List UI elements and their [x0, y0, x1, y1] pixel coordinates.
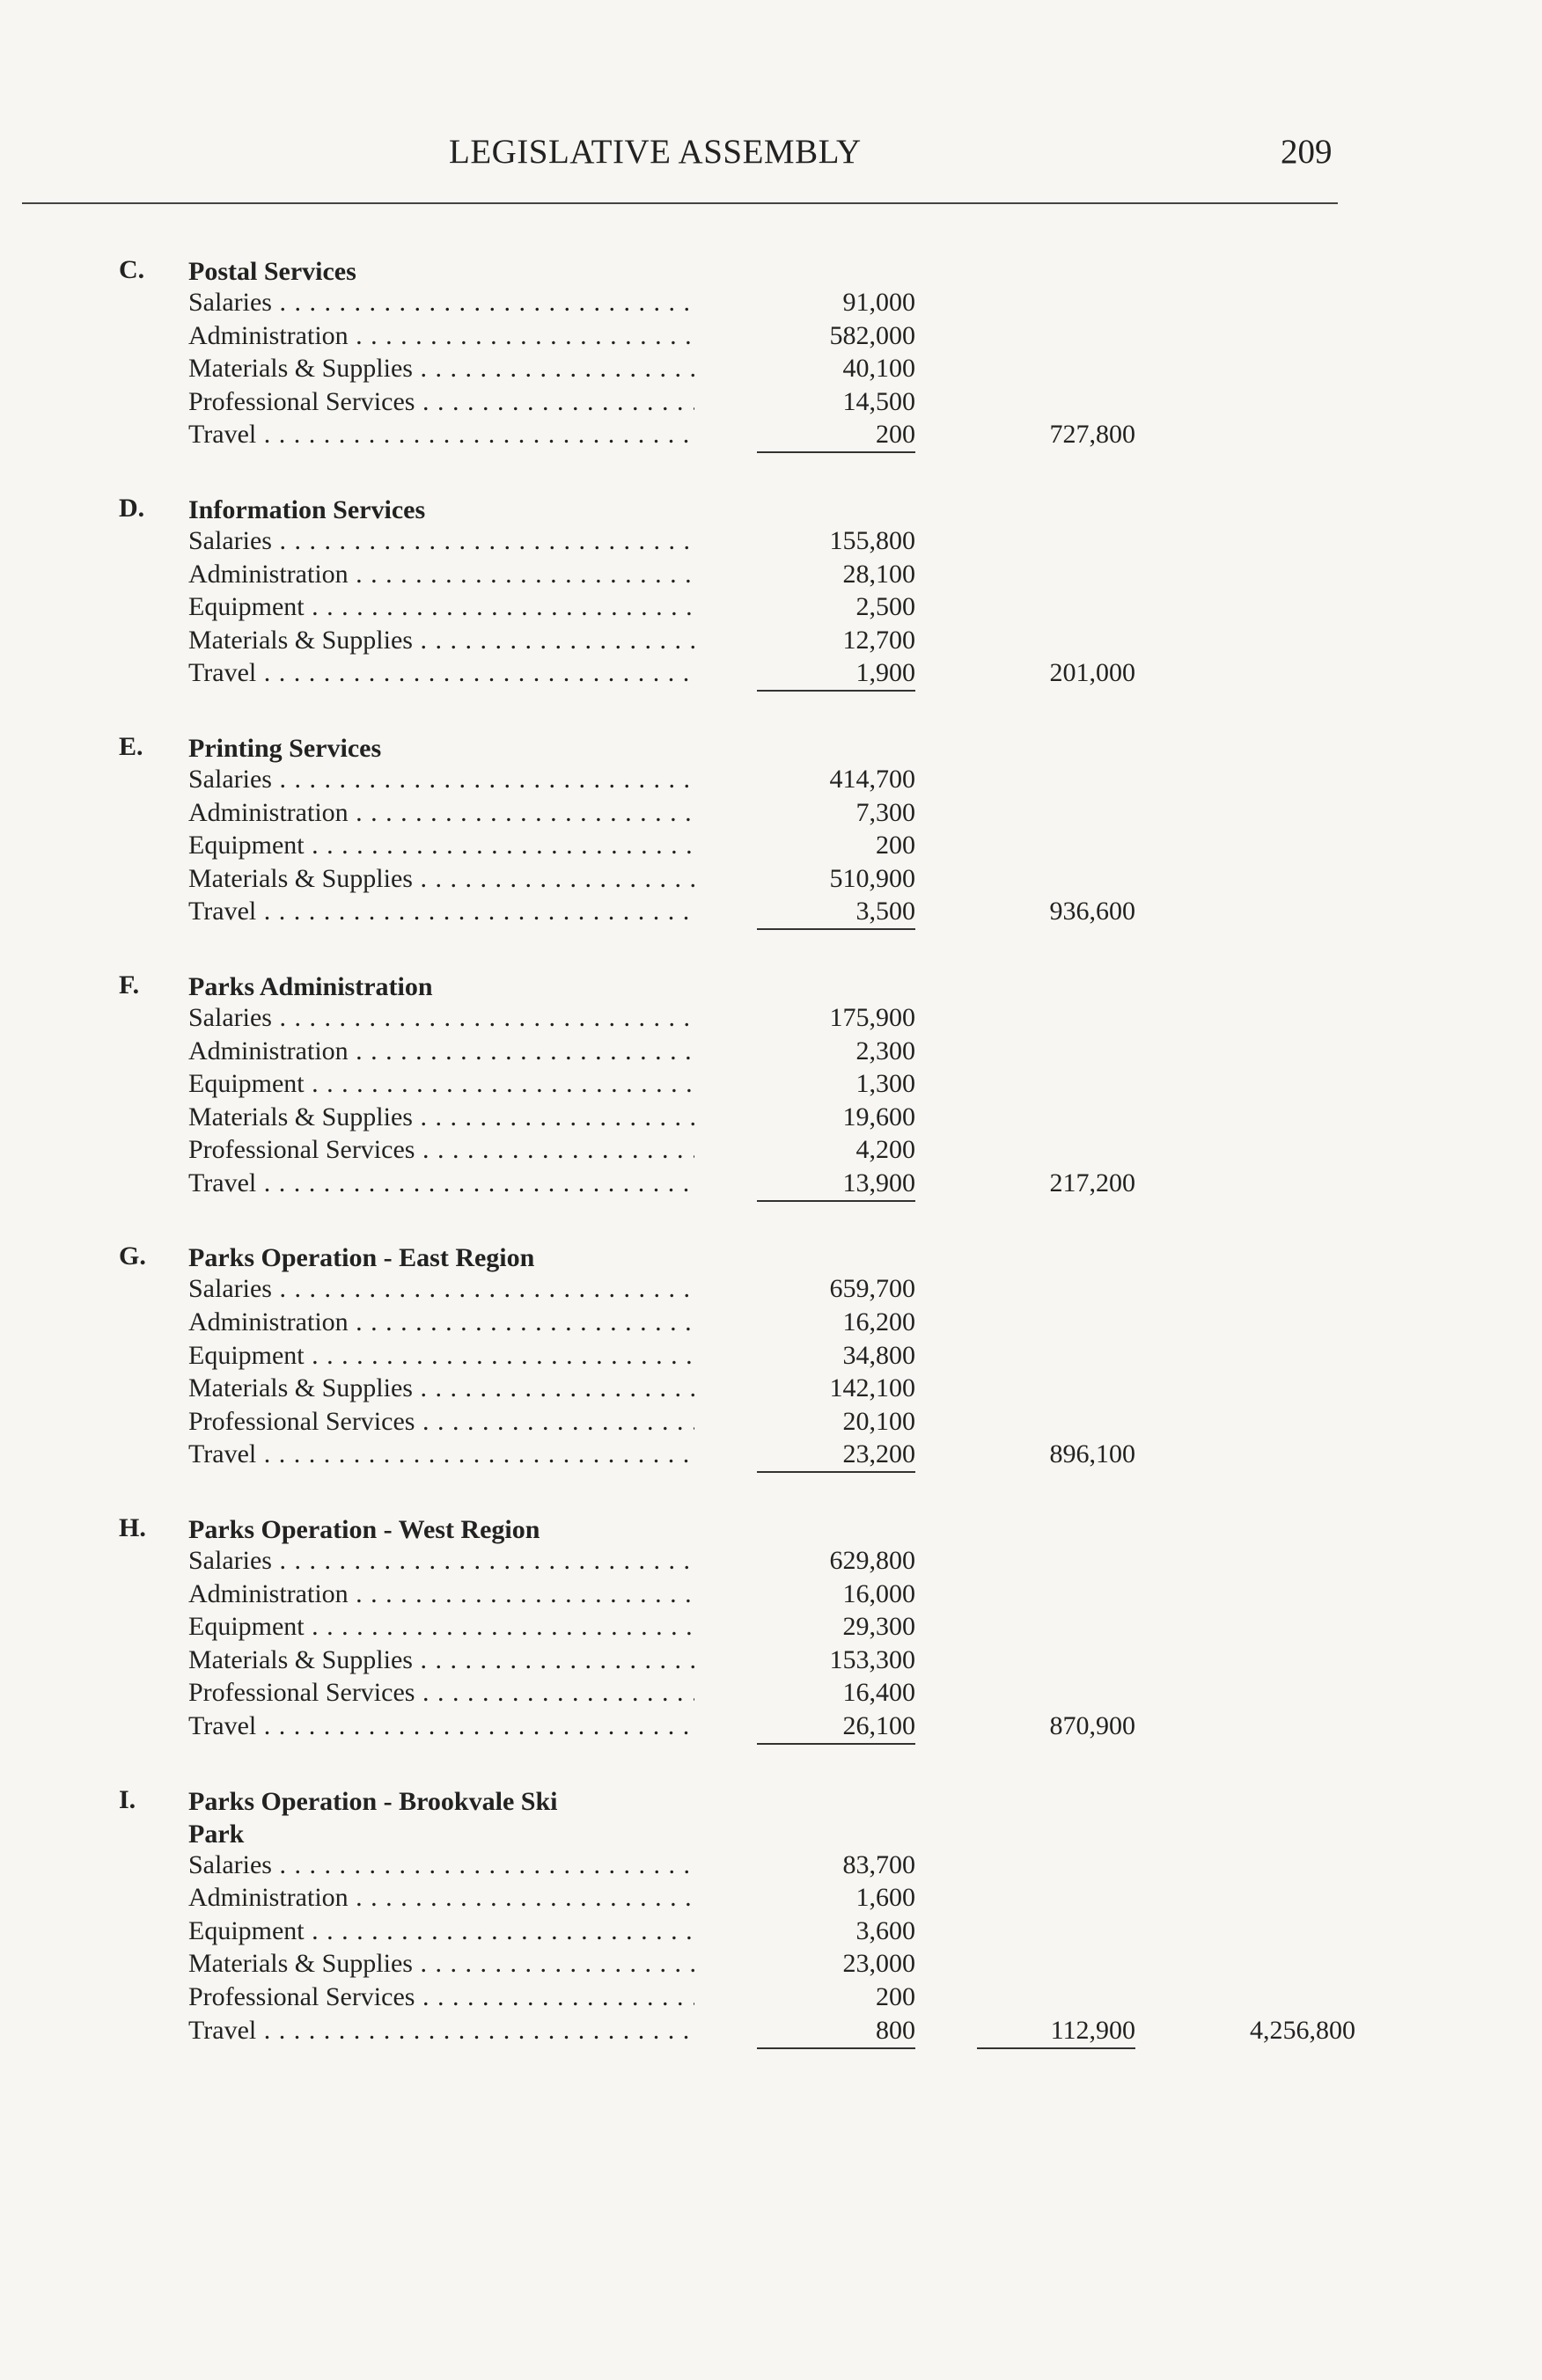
line-item: [0, 864, 1542, 897]
line-item: [0, 321, 1542, 355]
section-total: 896,100: [1049, 1439, 1135, 1469]
line-item-amount: 200: [876, 1981, 915, 2011]
line-item-label: Administration . . .: [188, 1883, 694, 1913]
line-item-amount: 200: [876, 831, 915, 860]
line-item-amount: 34,800: [842, 1340, 915, 1370]
line-item-label: Equipment . . .: [188, 1069, 694, 1099]
budget-section: [0, 255, 1542, 453]
section-heading: [0, 1785, 1542, 1850]
line-item-amount: 23,000: [842, 1949, 915, 1979]
line-item-label: Salaries . . .: [188, 1274, 694, 1304]
line-item-amount: 200: [757, 420, 915, 453]
section-total: 201,000: [1049, 658, 1135, 688]
line-item-label: Materials & Supplies . . .: [188, 1949, 694, 1979]
line-item-amount: 20,100: [842, 1406, 915, 1436]
line-item: [0, 1168, 1542, 1202]
line-item-label: Materials & Supplies . . .: [188, 1102, 694, 1132]
line-item-amount: 2,300: [855, 1036, 915, 1066]
line-item-amount: 659,700: [829, 1274, 915, 1304]
section-title: Printing Services: [188, 733, 382, 763]
line-item: [0, 2016, 1542, 2049]
line-item-label: Salaries . . .: [188, 1850, 694, 1880]
line-item-label: Materials & Supplies . . .: [188, 1645, 694, 1675]
section-letter: G.: [119, 1241, 146, 1271]
line-item-amount: 155,800: [829, 525, 915, 555]
section-total: 936,600: [1049, 897, 1135, 926]
line-item-amount: 13,900: [757, 1168, 915, 1202]
line-item-label: Professional Services . . .: [188, 1982, 694, 2012]
line-item: [0, 1373, 1542, 1407]
line-item: [0, 897, 1542, 930]
line-item: [0, 1678, 1542, 1711]
line-item: [0, 658, 1542, 692]
line-item-label: Materials & Supplies . . .: [188, 1373, 694, 1403]
section-title: Parks Operation - Brookvale Ski Park: [188, 1786, 558, 1849]
line-item: [0, 765, 1542, 798]
line-item-amount: 142,100: [829, 1373, 915, 1403]
line-item-label: Professional Services . . .: [188, 387, 694, 417]
section-heading: [0, 1241, 1542, 1274]
line-item-label: Equipment . . .: [188, 1612, 694, 1642]
line-item-amount: 23,200: [757, 1439, 915, 1473]
budget-section: [0, 494, 1542, 692]
line-item: [0, 1645, 1542, 1679]
budget-section: [0, 1241, 1542, 1473]
line-item-amount: 83,700: [842, 1849, 915, 1879]
line-item-amount: 16,000: [842, 1578, 915, 1608]
budget-section: [0, 1513, 1542, 1745]
line-item-label: Materials & Supplies . . .: [188, 864, 694, 894]
line-item-amount: 16,400: [842, 1678, 915, 1708]
line-item-amount: 19,600: [842, 1102, 915, 1131]
line-item: [0, 798, 1542, 831]
line-item-amount: 800: [757, 2016, 915, 2049]
line-item-label: Materials & Supplies . . .: [188, 626, 694, 655]
section-letter: E.: [119, 731, 143, 761]
budget-section: [0, 970, 1542, 1202]
line-item: [0, 1883, 1542, 1916]
line-item-amount: 3,600: [855, 1915, 915, 1945]
line-item-label: Professional Services . . .: [188, 1407, 694, 1437]
line-item-label: Salaries . . .: [188, 526, 694, 556]
section-title: Postal Services: [188, 257, 356, 286]
line-item-amount: 12,700: [842, 625, 915, 655]
line-item-amount: 26,100: [757, 1711, 915, 1745]
line-item-label: Travel . . .: [188, 1711, 694, 1741]
section-letter: F.: [119, 970, 140, 1000]
line-item-label: Salaries . . .: [188, 1546, 694, 1576]
section-heading: [0, 494, 1542, 526]
line-item: [0, 626, 1542, 659]
page-number: 209: [1281, 133, 1333, 171]
line-item-label: Salaries . . .: [188, 288, 694, 318]
line-item-label: Equipment . . .: [188, 1916, 694, 1946]
line-item: [0, 1135, 1542, 1168]
line-item: [0, 1069, 1542, 1102]
line-item-label: Administration . . .: [188, 1307, 694, 1337]
line-item-label: Administration . . .: [188, 321, 694, 351]
line-item: [0, 1982, 1542, 2016]
section-title: Parks Operation - West Region: [188, 1515, 540, 1545]
section-total: 217,200: [1049, 1168, 1135, 1197]
line-item-label: Travel . . .: [188, 897, 694, 926]
line-item: [0, 560, 1542, 593]
line-item: [0, 526, 1542, 560]
line-item: [0, 1850, 1542, 1884]
section-total: 870,900: [1049, 1711, 1135, 1740]
line-item-amount: 28,100: [842, 559, 915, 589]
line-item-label: Travel . . .: [188, 658, 694, 688]
line-item-amount: 7,300: [855, 797, 915, 827]
page-header: [0, 132, 1542, 185]
line-item-amount: 1,300: [855, 1069, 915, 1099]
line-item-amount: 510,900: [829, 863, 915, 893]
line-item: [0, 1579, 1542, 1613]
grand-total: 4,256,800: [1250, 2015, 1355, 2045]
line-item: [0, 1949, 1542, 1982]
line-item-label: Administration . . .: [188, 560, 694, 590]
line-item: [0, 1407, 1542, 1440]
section-total: 112,900: [977, 2016, 1135, 2049]
line-item-label: Professional Services . . .: [188, 1678, 694, 1708]
line-item: [0, 420, 1542, 453]
line-item: [0, 1546, 1542, 1579]
line-item-amount: 91,000: [842, 288, 915, 317]
section-letter: I.: [119, 1784, 136, 1814]
line-item: [0, 1307, 1542, 1341]
line-item-label: Administration . . .: [188, 1036, 694, 1066]
header-rule: [22, 202, 1338, 204]
line-item-label: Travel . . .: [188, 1439, 694, 1469]
section-heading: [0, 255, 1542, 288]
section-heading: [0, 970, 1542, 1003]
line-item: [0, 592, 1542, 626]
line-item-amount: 16,200: [842, 1307, 915, 1337]
section-letter: D.: [119, 493, 145, 523]
line-item-amount: 40,100: [842, 354, 915, 384]
line-item-label: Administration . . .: [188, 1579, 694, 1609]
line-item-amount: 175,900: [829, 1002, 915, 1032]
line-item: [0, 1711, 1542, 1745]
line-item-amount: 153,300: [829, 1644, 915, 1674]
line-item: [0, 1341, 1542, 1374]
page-title: LEGISLATIVE ASSEMBLY: [449, 133, 862, 171]
line-item-amount: 29,300: [842, 1612, 915, 1642]
line-item: [0, 354, 1542, 387]
line-item-amount: 629,800: [829, 1546, 915, 1576]
line-item-label: Administration . . .: [188, 798, 694, 828]
section-letter: H.: [119, 1513, 146, 1543]
section-title: Parks Operation - East Region: [188, 1243, 535, 1273]
line-item-amount: 3,500: [757, 897, 915, 930]
line-item-label: Professional Services . . .: [188, 1135, 694, 1165]
line-item-amount: 414,700: [829, 764, 915, 794]
line-item: [0, 1916, 1542, 1950]
line-item: [0, 1274, 1542, 1307]
line-item-label: Equipment . . .: [188, 592, 694, 622]
section-title: Information Services: [188, 494, 426, 524]
line-item-amount: 582,000: [829, 320, 915, 350]
line-item: [0, 1102, 1542, 1136]
line-item-amount: 1,900: [757, 658, 915, 692]
line-item-amount: 1,600: [855, 1883, 915, 1913]
line-item-label: Travel . . .: [188, 1168, 694, 1198]
line-item-label: Equipment . . .: [188, 1341, 694, 1371]
line-item: [0, 1439, 1542, 1473]
line-item-label: Materials & Supplies . . .: [188, 354, 694, 384]
line-item: [0, 831, 1542, 864]
line-item-amount: 2,500: [855, 592, 915, 622]
budget-section: [0, 1785, 1542, 2049]
line-item: [0, 288, 1542, 321]
line-item: [0, 1612, 1542, 1645]
line-item-label: Salaries . . .: [188, 1003, 694, 1033]
section-heading: [0, 1513, 1542, 1546]
section-title: Parks Administration: [188, 971, 433, 1001]
line-item-label: Travel . . .: [188, 2016, 694, 2046]
line-item-amount: 4,200: [855, 1135, 915, 1165]
line-item-label: Salaries . . .: [188, 765, 694, 795]
line-item: [0, 387, 1542, 421]
budget-section: [0, 732, 1542, 930]
section-total: 727,800: [1049, 420, 1135, 450]
line-item: [0, 1003, 1542, 1036]
section-heading: [0, 732, 1542, 765]
line-item-label: Travel . . .: [188, 420, 694, 450]
budget-sections: [0, 255, 1542, 2089]
section-letter: C.: [119, 255, 145, 284]
line-item-label: Equipment . . .: [188, 831, 694, 860]
line-item-amount: 14,500: [842, 386, 915, 416]
line-item: [0, 1036, 1542, 1070]
